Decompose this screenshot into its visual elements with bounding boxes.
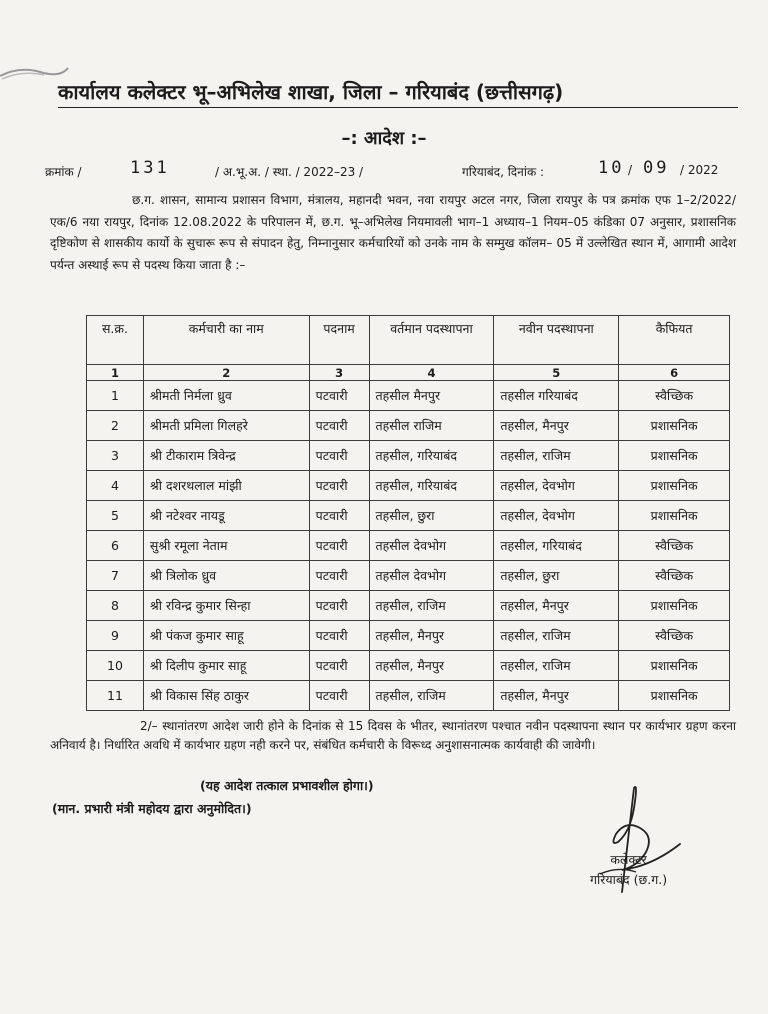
table-row [87,411,730,441]
row-name: श्री नटेश्वर नायडू [143,501,309,531]
row-new-posting: तहसील, देवभोग [494,501,619,531]
column-number: 1 [87,365,144,381]
row-name: श्री त्रिलोक ध्रुव [143,561,309,591]
row-name: सुश्री रमूला नेताम [143,531,309,561]
transfer-table [86,315,730,711]
column-number: 3 [309,365,369,381]
column-number: 4 [369,365,494,381]
row-post: पटवारी [309,411,369,441]
effective-note: (यह आदेश तत्काल प्रभावशील होगा।) [200,778,374,793]
table-row [87,591,730,621]
signatory-office: गरियाबंद (छ.ग.) [590,872,668,887]
row-post: पटवारी [309,651,369,681]
date-separator: / [628,163,633,177]
row-name: श्री पंकज कुमार साहू [143,621,309,651]
row-sno: 9 [87,621,144,651]
row-current-posting: तहसील देवभोग [369,531,494,561]
row-new-posting: तहसील, राजिम [494,651,619,681]
row-remark: प्रशासनिक [619,411,730,441]
row-remark: प्रशासनिक [619,591,730,621]
date-year: / 2022 [680,163,719,177]
row-current-posting: तहसील, राजिम [369,591,494,621]
table-row [87,471,730,501]
header-sno: स.क्र. [87,316,144,365]
order-number-label: क्रमांक / [45,165,82,179]
row-post: पटवारी [309,561,369,591]
row-name: श्रीमती प्रमिला गिलहरे [143,411,309,441]
row-name: श्री दशरथलाल मांझी [143,471,309,501]
place-date-label: गरियाबंद, दिनांक : [462,165,545,179]
row-remark: प्रशासनिक [619,651,730,681]
row-new-posting: तहसील, मैनपुर [494,681,619,711]
intro-paragraph: छ.ग. शासन, सामान्य प्रशासन विभाग, मंत्रालय, महानदी भवन, नवा रायपुर अटल नगर, जिला रायपुर के पत्र क्रमांक एफ 1–2/2022/एक/6 नया रायपुर, दिनांक 12.08.2022 के परिपालन में, छ.ग. भू–अभिलेख नियमावली भाग–1 अध्याय–1 नियम–05 कंडिका 07 अनुसार, प्रशासनिक दृष्टिकोण से शासकीय कार्यो के सुचारू रूप से संपादन हेतु, निम्नानुसार कर्मचारियों को उनके नाम के सम्मुख कॉलम– 05 में उल्लेखित स्थान में, आगामी आदेश पर्यन्त अस्थाई रूप से पदस्थ किया जाता है :– [50,193,736,272]
column-number: 5 [494,365,619,381]
row-post: पटवारी [309,501,369,531]
table-row [87,501,730,531]
row-post: पटवारी [309,591,369,621]
column-number: 2 [143,365,309,381]
header-post: पदनाम [309,316,369,365]
row-sno: 8 [87,591,144,621]
row-current-posting: तहसील राजिम [369,411,494,441]
row-current-posting: तहसील, मैनपुर [369,621,494,651]
row-name: श्री दिलीप कुमार साहू [143,651,309,681]
approval-note: (मान. प्रभारी मंत्री महोदय द्वारा अनुमोदित।) [52,801,252,816]
row-sno: 11 [87,681,144,711]
header-remark: कैफियत [619,316,730,365]
row-remark: स्वैच्छिक [619,381,730,411]
table-row [87,621,730,651]
row-name: श्री विकास सिंह ठाकुर [143,681,309,711]
row-sno: 4 [87,471,144,501]
row-remark: स्वैच्छिक [619,531,730,561]
row-name: श्री रविन्द्र कुमार सिन्हा [143,591,309,621]
date-day: 10 [598,158,625,178]
table-row [87,561,730,591]
row-post: पटवारी [309,441,369,471]
row-current-posting: तहसील, गरियाबंद [369,441,494,471]
signatory-block [590,850,667,890]
row-remark: प्रशासनिक [619,681,730,711]
row-remark: स्वैच्छिक [619,561,730,591]
row-name: श्री टीकाराम त्रिवेन्द्र [143,441,309,471]
row-current-posting: तहसील मैनपुर [369,381,494,411]
row-post: पटवारी [309,621,369,651]
row-new-posting: तहसील, गरियाबंद [494,531,619,561]
row-sno: 10 [87,651,144,681]
row-new-posting: तहसील, देवभोग [494,471,619,501]
row-current-posting: तहसील, छुरा [369,501,494,531]
row-new-posting: तहसील, राजिम [494,621,619,651]
row-post: पटवारी [309,681,369,711]
table-row [87,681,730,711]
row-sno: 3 [87,441,144,471]
row-new-posting: तहसील, राजिम [494,441,619,471]
row-current-posting: तहसील देवभोग [369,561,494,591]
table-header-row [87,316,730,365]
column-number-row [87,365,730,381]
header-new-posting: नवीन पदस्थापना [494,316,619,365]
table-row [87,651,730,681]
row-current-posting: तहसील, मैनपुर [369,651,494,681]
row-sno: 6 [87,531,144,561]
row-current-posting: तहसील, गरियाबंद [369,471,494,501]
order-number: 131 [130,158,170,178]
row-new-posting: तहसील, छुरा [494,561,619,591]
office-heading: कार्यालय कलेक्टर भू–अभिलेख शाखा, जिला – गरियाबंद (छत्तीसगढ़) [58,78,738,108]
order-title: –: आदेश :– [341,128,427,149]
row-sno: 5 [87,501,144,531]
joining-instruction-paragraph: 2/– स्थानांतरण आदेश जारी होने के दिनांक से 15 दिवस के भीतर, स्थानांतरण पश्चात नवीन पदस्थापना स्थान पर कार्यभार ग्रहण करना अनिवार्य है। निर्धारित अवधि में कार्यभार ग्रहण नही करने पर, संबंधित कर्मचारी के विरूध्द अनुशासनात्मक कार्यवाही की जावेगी। [50,719,736,752]
row-post: पटवारी [309,381,369,411]
row-sno: 1 [87,381,144,411]
table-row [87,441,730,471]
row-post: पटवारी [309,531,369,561]
date-month: 09 [643,158,670,178]
row-remark: प्रशासनिक [619,471,730,501]
row-current-posting: तहसील, राजिम [369,681,494,711]
signatory-designation: कलेक्टर [610,852,647,867]
row-sno: 2 [87,411,144,441]
row-sno: 7 [87,561,144,591]
table-row [87,381,730,411]
column-number: 6 [619,365,730,381]
row-new-posting: तहसील, मैनपुर [494,591,619,621]
row-remark: प्रशासनिक [619,441,730,471]
row-remark: प्रशासनिक [619,501,730,531]
header-name: कर्मचारी का नाम [143,316,309,365]
row-remark: स्वैच्छिक [619,621,730,651]
row-name: श्रीमती निर्मला ध्रुव [143,381,309,411]
row-new-posting: तहसील गरियाबंद [494,381,619,411]
collector-signature [560,780,690,910]
row-post: पटवारी [309,471,369,501]
order-number-suffix: / अ.भू.अ. / स्था. / 2022–23 / [215,165,364,179]
header-current-posting: वर्तमान पदस्थापना [369,316,494,365]
row-new-posting: तहसील, मैनपुर [494,411,619,441]
table-row [87,531,730,561]
